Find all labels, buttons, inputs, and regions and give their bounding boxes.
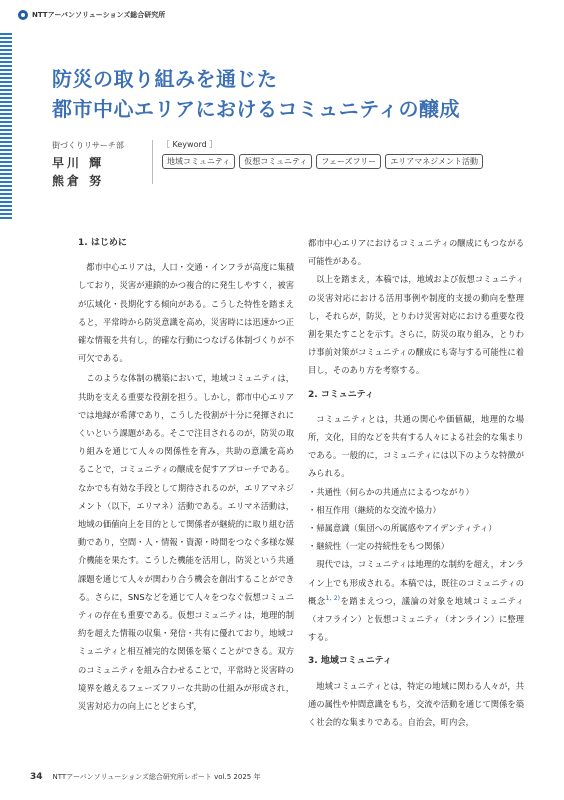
section-heading-local-community: 3. 地域コミュニティ: [308, 656, 392, 667]
list-item: ・共通性（何らかの共通点によるつながり）: [308, 486, 474, 497]
right-column: [308, 234, 524, 731]
keyword-tag: フェーズフリー: [316, 154, 381, 169]
left-column: [78, 234, 294, 715]
citation-ref[interactable]: 1, 2): [325, 595, 340, 603]
paragraph: [308, 555, 524, 646]
paragraph-text: 現代では，コミュニティは地理的な制約を超え，オンライン上でも形成される。本稿では，既往のコミュニティの概念: [308, 559, 524, 606]
paragraph: 都市中心エリアは，人口・交通・インフラが高度に集積しており，災害が連鎖的かつ複合的に発生しやすく，被害が広域化・長期化する傾向がある。こうした特性を踏まえると，平常時から防災意識を高め，災害時には迅速かつ正確な情報を共有し，的確な行動につなげる体制づくりが不可欠である。: [78, 262, 294, 364]
section-heading-community: 2. コミュニティ: [308, 389, 374, 400]
title-line-1: 防災の取り組みを通じた: [52, 67, 278, 91]
keyword-tag: 地域コミュニティ: [162, 154, 235, 169]
page-footer: [30, 772, 260, 782]
list-item: ・帰属意識（集団への所属感やアイデンティティ）: [308, 523, 497, 534]
paragraph: コミュニティとは，共通の関心や価値観，地理的な場所，文化，目的などを共有する人々による社会的な集まりである。一般的に，コミュニティには以下のような特徴がみられる。: [308, 413, 524, 479]
keyword-label: ［ Keyword ］: [162, 140, 218, 149]
title-line-2: 都市中心エリアにおけるコミュニティの醸成: [52, 97, 460, 121]
keyword-divider: [152, 140, 153, 184]
list-item: ・相互作用（継続的な交流や協力）: [308, 504, 441, 515]
header-org: NTTアーバンソリューションズ総合研究所: [32, 11, 166, 19]
list-item: ・継続性（一定の持続性をもつ関係）: [308, 541, 450, 552]
ntt-logo-icon: [18, 10, 28, 20]
paragraph: 以上を踏まえ，本稿では，地域および仮想コミュニティの災害対応における活用事例や制度的支援の動向を整理し，それらが，防災，とりわけ災害対応における重要な役割を果たすことを示す。さらに，防災の取り組み，とりわけ事前対策がコミュニティの醸成にも寄与する可能性に着目し，そのあり方を考察する。: [308, 274, 524, 376]
article-title: [52, 64, 532, 124]
header-band: [0, 0, 564, 30]
header-logo: [18, 10, 165, 20]
page-number: 34: [30, 772, 43, 782]
decorative-stripes: [0, 33, 12, 219]
author-name: 熊倉 努: [52, 174, 105, 188]
keyword-tag: 仮想コミュニティ: [239, 154, 312, 169]
author-department: 街づくりリサーチ部: [52, 141, 124, 150]
section-heading-introduction: 1. はじめに: [78, 238, 127, 248]
paragraph: 地域コミュニティとは，特定の地域に関わる人々が，共通の属性や仲間意識をもち，交流や活動を通じて関係を築く社会的な集まりである。自治会，町内会，: [308, 680, 524, 728]
journal-name: NTTアーバンソリューションズ総合研究所レポート vol.5 2025 年: [52, 773, 261, 781]
keyword-list: [162, 154, 483, 169]
paragraph-text: を踏まえつつ，議論の対象を地域コミュニティ（オフライン）と仮想コミュニティ（オンライン）に整理する。: [308, 595, 524, 643]
paragraph: このような体制の構築において，地域コミュニティは，共助を支える重要な役割を担う。しかし，都市中心エリアでは地縁が希薄であり，こうした役割が十分に発揮されにくいという課題がある。そこで注目されるのが，防災の取り組みを通じて人々の関係性を育み，共助の意識を高めることで，コミュニティの醸成を促すアプローチである。なかでも有効な手段として期待されるのが，エリアマネジメント（以下，エリマネ）活動である。エリマネ活動は，地域の価値向上を目的として関係者が継続的に取り組む活動であり，空間・人・情報・資源・時間をつなぐ多様な媒介機能を果たす。こうした機能を活用し，防災という共通課題を通じて人々が関わり合う機会を創出することができる。さらに，SNSなどを通じて人々をつなぐ仮想コミュニティの存在も重要である。仮想コミュニティは，地理的制約を超えた情報の収集・発信・共有に優れており，地域コミュニティと相互補完的な関係を築くことができる。双方のコミュニティを組み合わせることで，平常時と災害時の境界を越えるフェーズフリーな共助の仕組みが形成され，災害対応力の向上にとどまらず，: [78, 373, 294, 712]
author-name: 早川 輝: [52, 156, 105, 170]
paragraph: 都市中心エリアにおけるコミュニティの醸成にもつながる可能性がある。: [308, 238, 524, 267]
keyword-tag: エリアマネジメント活動: [385, 154, 483, 169]
